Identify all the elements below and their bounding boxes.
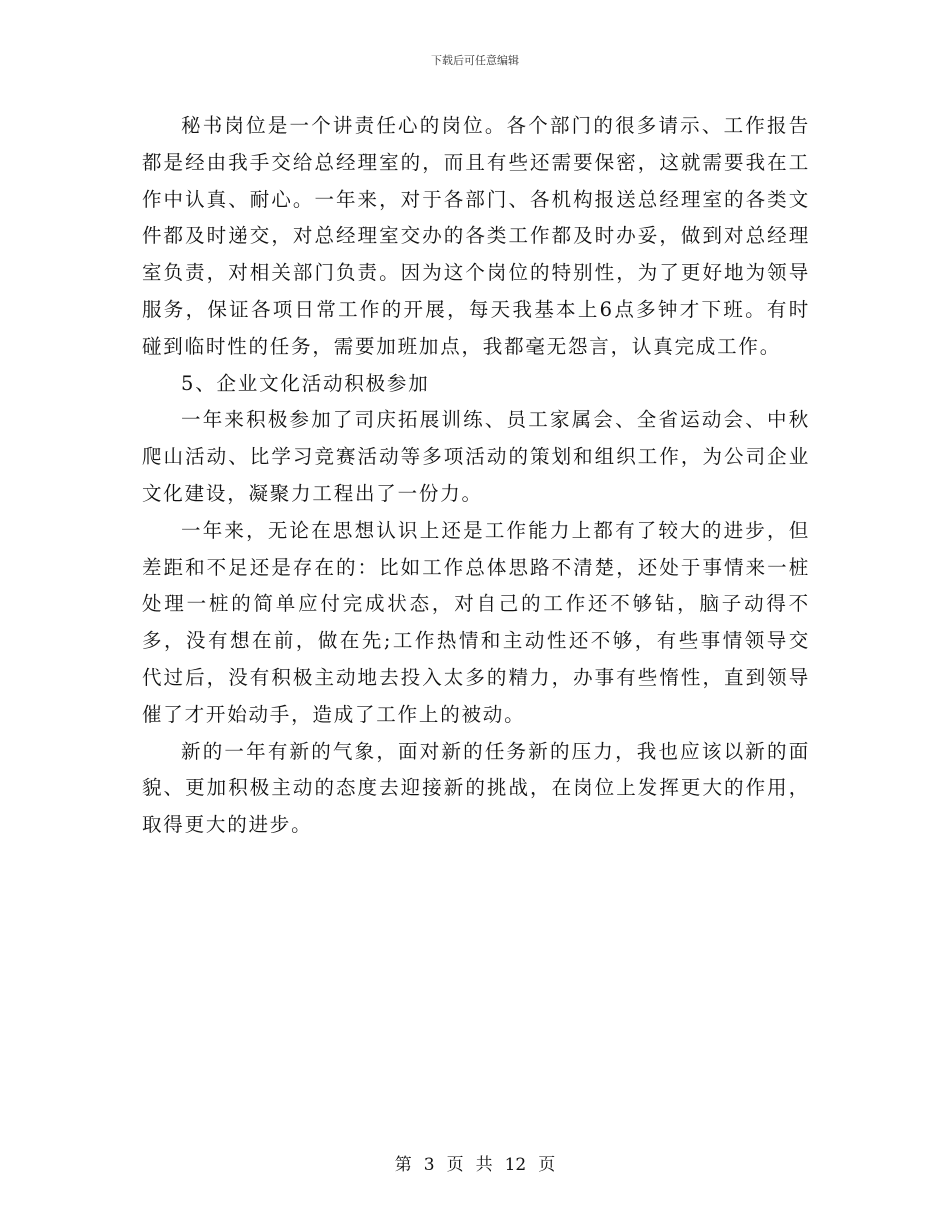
page-footer <box>0 1153 950 1177</box>
body-paragraph: 秘书岗位是一个讲责任心的岗位。各个部门的很多请示、工作报告都是经由我手交给总经理室的，而且有些还需要保密，这就需要我在工作中认真、耐心。一年来，对于各部门、各机构报送总经理室的各类文件都及时递交，对总经理室交办的各类工作都及时办妥，做到对总经理室负责，对相关部门负责。因为这个岗位的特别性，为了更好地为领导服务，保证各项日常工作的开展，每天我基本上6点多钟才下班。有时碰到临时性的任务，需要加班加点，我都毫无怨言，认真完成工作。 <box>142 114 810 358</box>
body-paragraph: 一年来积极参加了司庆拓展训练、员工家属会、全省运动会、中秋爬山活动、比学习竞赛活动等多项活动的策划和组织工作，为公司企业文化建设，凝聚力工程出了一份力。 <box>142 408 810 505</box>
footer-current-page: 3 <box>423 1155 435 1175</box>
page-header <box>0 53 950 69</box>
section-heading: 5、企业文化活动积极参加 <box>181 371 430 395</box>
document-body <box>142 108 810 844</box>
footer-page-word: 页 <box>446 1155 464 1175</box>
footer-prefix: 第 <box>394 1155 412 1175</box>
footer-total-word: 共 <box>475 1155 493 1175</box>
body-paragraph: 一年来，无论在思想认识上还是工作能力上都有了较大的进步，但差距和不足还是存在的：比如工作总体思路不清楚，还处于事情来一桩处理一桩的简单应付完成状态，对自己的工作还不够钻，脑子动得不多，没有想在前，做在先;工作热情和主动性还不够，有些事情领导交代过后，没有积极主动地去投入太多的精力，办事有些惰性，直到领导催了才开始动手，造成了工作上的被动。 <box>142 518 810 726</box>
body-paragraph: 新的一年有新的气象，面对新的任务新的压力，我也应该以新的面貌、更加积极主动的态度去迎接新的挑战，在岗位上发挥更大的作用，取得更大的进步。 <box>142 739 810 837</box>
footer-suffix: 页 <box>538 1155 556 1175</box>
footer-total-pages: 12 <box>504 1155 527 1175</box>
header-text: 下载后可任意编辑 <box>431 54 519 67</box>
